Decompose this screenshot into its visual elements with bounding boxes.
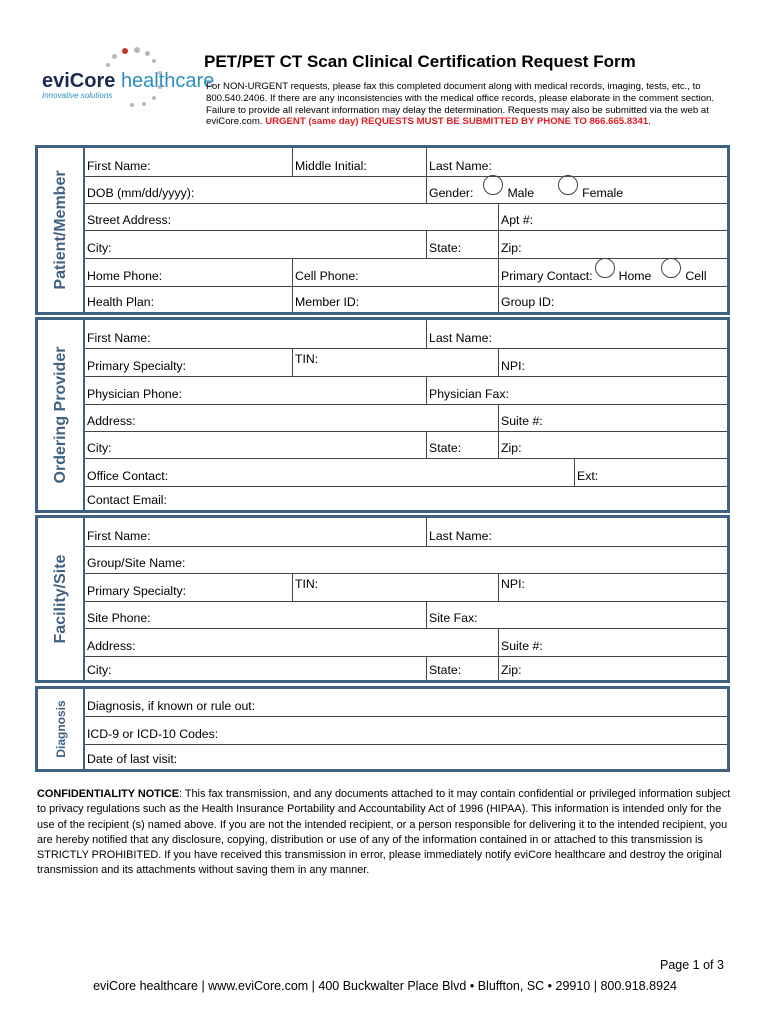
provider-suite-field[interactable]: Suite #: [498, 404, 727, 431]
patient-dob-field[interactable]: DOB (mm/dd/yyyy): [87, 186, 195, 200]
facility-suite-field[interactable]: Suite #: [498, 628, 727, 656]
form-row [85, 404, 727, 432]
primary-contact-group [498, 258, 727, 286]
form-row [85, 348, 727, 377]
section-label-diagnosis: Diagnosis [53, 700, 68, 758]
form-row [85, 689, 727, 717]
facility-specialty-field[interactable]: Primary Specialty: [87, 584, 187, 598]
intro-paragraph [206, 81, 718, 128]
form-row [85, 518, 727, 547]
icd-codes-field[interactable]: ICD-9 or ICD-10 Codes: [87, 727, 219, 741]
patient-zip-field[interactable]: Zip: [498, 230, 727, 258]
facility-last-name-field[interactable]: Last Name: [426, 518, 727, 546]
date-last-visit-field[interactable]: Date of last visit: [87, 752, 178, 766]
section-label-facility: Facility/Site [51, 554, 69, 644]
patient-group-id-field[interactable]: Group ID: [498, 286, 727, 312]
form-row [85, 148, 727, 177]
form-row [85, 628, 727, 657]
patient-member-id-field[interactable]: Member ID: [292, 286, 498, 312]
form-title: PET/PET CT Scan Clinical Certification Request Form [204, 52, 636, 71]
facility-state-field[interactable]: State: [426, 656, 498, 680]
contact-home-label: Home [618, 269, 652, 283]
provider-state-field[interactable]: State: [426, 431, 498, 458]
contact-cell-label: Cell [685, 269, 707, 283]
patient-home-phone-field[interactable]: Home Phone: [87, 269, 163, 283]
provider-ext-field[interactable]: Ext: [574, 458, 727, 486]
patient-member-section [35, 145, 730, 315]
gender-female-label: Female [582, 186, 624, 200]
provider-address-field[interactable]: Address: [87, 414, 136, 428]
confidentiality-notice [37, 787, 732, 879]
form-row [85, 573, 727, 602]
gender-female-radio[interactable] [558, 175, 578, 195]
provider-zip-field[interactable]: Zip: [498, 431, 727, 458]
contact-cell-radio[interactable] [661, 258, 681, 278]
page-number: Page 1 of 3 [660, 958, 724, 972]
form-row [85, 230, 727, 259]
patient-cell-phone-field[interactable]: Cell Phone: [292, 258, 498, 286]
form-row [85, 716, 727, 745]
provider-npi-field[interactable]: NPI: [498, 348, 727, 376]
form-row [85, 431, 727, 459]
notice-heading: CONFIDENTIALITY NOTICE [37, 788, 179, 800]
form-row [85, 656, 727, 680]
notice-body: : This fax transmission, and any documents attached to it may contain confidential or privileged information subject to privacy regulations such as the Health Insurance Portability and Accountability Act of 1996 (HIPAA). This information is intended only for the use of the recipient (s) named above. If you are not the intended recipient, or a person responsible for delivering it to the intended recipient, you are hereby notified that any disclosure, copying, distribution or use of any of the information contained in or attached to this transmission is STRICTLY PROHIBITED. If you have received this transmission in error, please immediately notify eviCore healthcare and destroy the original transmission and its attachments without saving them in any manner. [37, 788, 731, 877]
intro-text: For NON-URGENT requests, please fax this completed document along with medical records, imaging, tests, etc., to 800.540.2406. If there are any inconsistencies with the medical office records, please elaborate in the comment section. Failure to provide all relevant information may delay the determination. Requests may also be submitted via the web at eviCore.com. [206, 81, 715, 128]
section-label-patient: Patient/Member [51, 170, 69, 290]
provider-city-field[interactable]: City: [87, 441, 112, 455]
evicore-logo [38, 45, 215, 115]
provider-office-contact-field[interactable]: Office Contact: [87, 469, 169, 483]
gender-label: Gender: [429, 186, 474, 200]
patient-first-name-field[interactable]: First Name: [87, 159, 151, 173]
form-row [85, 176, 727, 204]
facility-site-section [35, 515, 730, 683]
form-row [85, 486, 727, 510]
intro-period: . [648, 116, 651, 128]
facility-zip-field[interactable]: Zip: [498, 656, 727, 680]
footer-contact: eviCore healthcare | www.eviCore.com | 400 Buckwalter Place Blvd • Bluffton, SC • 29910 | 800.918.8924 [93, 979, 677, 993]
section-label-provider: Ordering Provider [51, 346, 69, 484]
logo-brand-evicore: eviCore [42, 70, 116, 92]
urgent-notice: URGENT (same day) REQUESTS MUST BE SUBMITTED BY PHONE TO 866.665.8341 [265, 116, 649, 128]
gender-male-radio[interactable] [483, 175, 503, 195]
patient-middle-initial-field[interactable]: Middle Initial: [292, 148, 426, 176]
patient-street-address-field[interactable]: Street Address: [87, 213, 172, 227]
patient-last-name-field[interactable]: Last Name: [426, 148, 727, 176]
form-row [85, 458, 727, 487]
facility-site-phone-field[interactable]: Site Phone: [87, 611, 151, 625]
provider-tin-field[interactable]: TIN: [292, 348, 498, 376]
facility-npi-field[interactable]: NPI: [498, 573, 727, 601]
form-row [85, 320, 727, 349]
form-row [85, 286, 727, 312]
provider-phone-field[interactable]: Physician Phone: [87, 387, 183, 401]
provider-contact-email-field[interactable]: Contact Email: [87, 493, 167, 507]
facility-first-name-field[interactable]: First Name: [87, 529, 151, 543]
facility-tin-field[interactable]: TIN: [292, 573, 498, 601]
gender-male-label: Male [507, 186, 535, 200]
provider-specialty-field[interactable]: Primary Specialty: [87, 359, 187, 373]
diagnosis-section [35, 686, 730, 772]
provider-first-name-field[interactable]: First Name: [87, 331, 151, 345]
ordering-provider-section [35, 317, 730, 513]
facility-site-fax-field[interactable]: Site Fax: [426, 601, 727, 628]
provider-last-name-field[interactable]: Last Name: [426, 320, 727, 348]
patient-state-field[interactable]: State: [426, 230, 498, 258]
facility-city-field[interactable]: City: [87, 663, 112, 677]
facility-group-site-name-field[interactable]: Group/Site Name: [87, 556, 186, 570]
form-row [85, 744, 727, 769]
facility-address-field[interactable]: Address: [87, 639, 136, 653]
form-row [85, 376, 727, 405]
patient-gender-group [426, 176, 727, 203]
logo-tagline: Innovative solutions [42, 91, 113, 100]
form-row [85, 546, 727, 574]
diagnosis-field[interactable]: Diagnosis, if known or rule out: [87, 699, 256, 713]
logo-brand-healthcare: healthcare [120, 70, 215, 92]
form-row [85, 258, 727, 287]
form-row [85, 601, 727, 629]
contact-home-radio[interactable] [595, 258, 615, 278]
primary-contact-label: Primary Contact: [501, 269, 593, 283]
patient-apt-field[interactable]: Apt #: [498, 203, 727, 230]
provider-fax-field[interactable]: Physician Fax: [426, 376, 727, 404]
form-row [85, 203, 727, 231]
patient-city-field[interactable]: City: [87, 241, 112, 255]
patient-health-plan-field[interactable]: Health Plan: [87, 295, 154, 309]
